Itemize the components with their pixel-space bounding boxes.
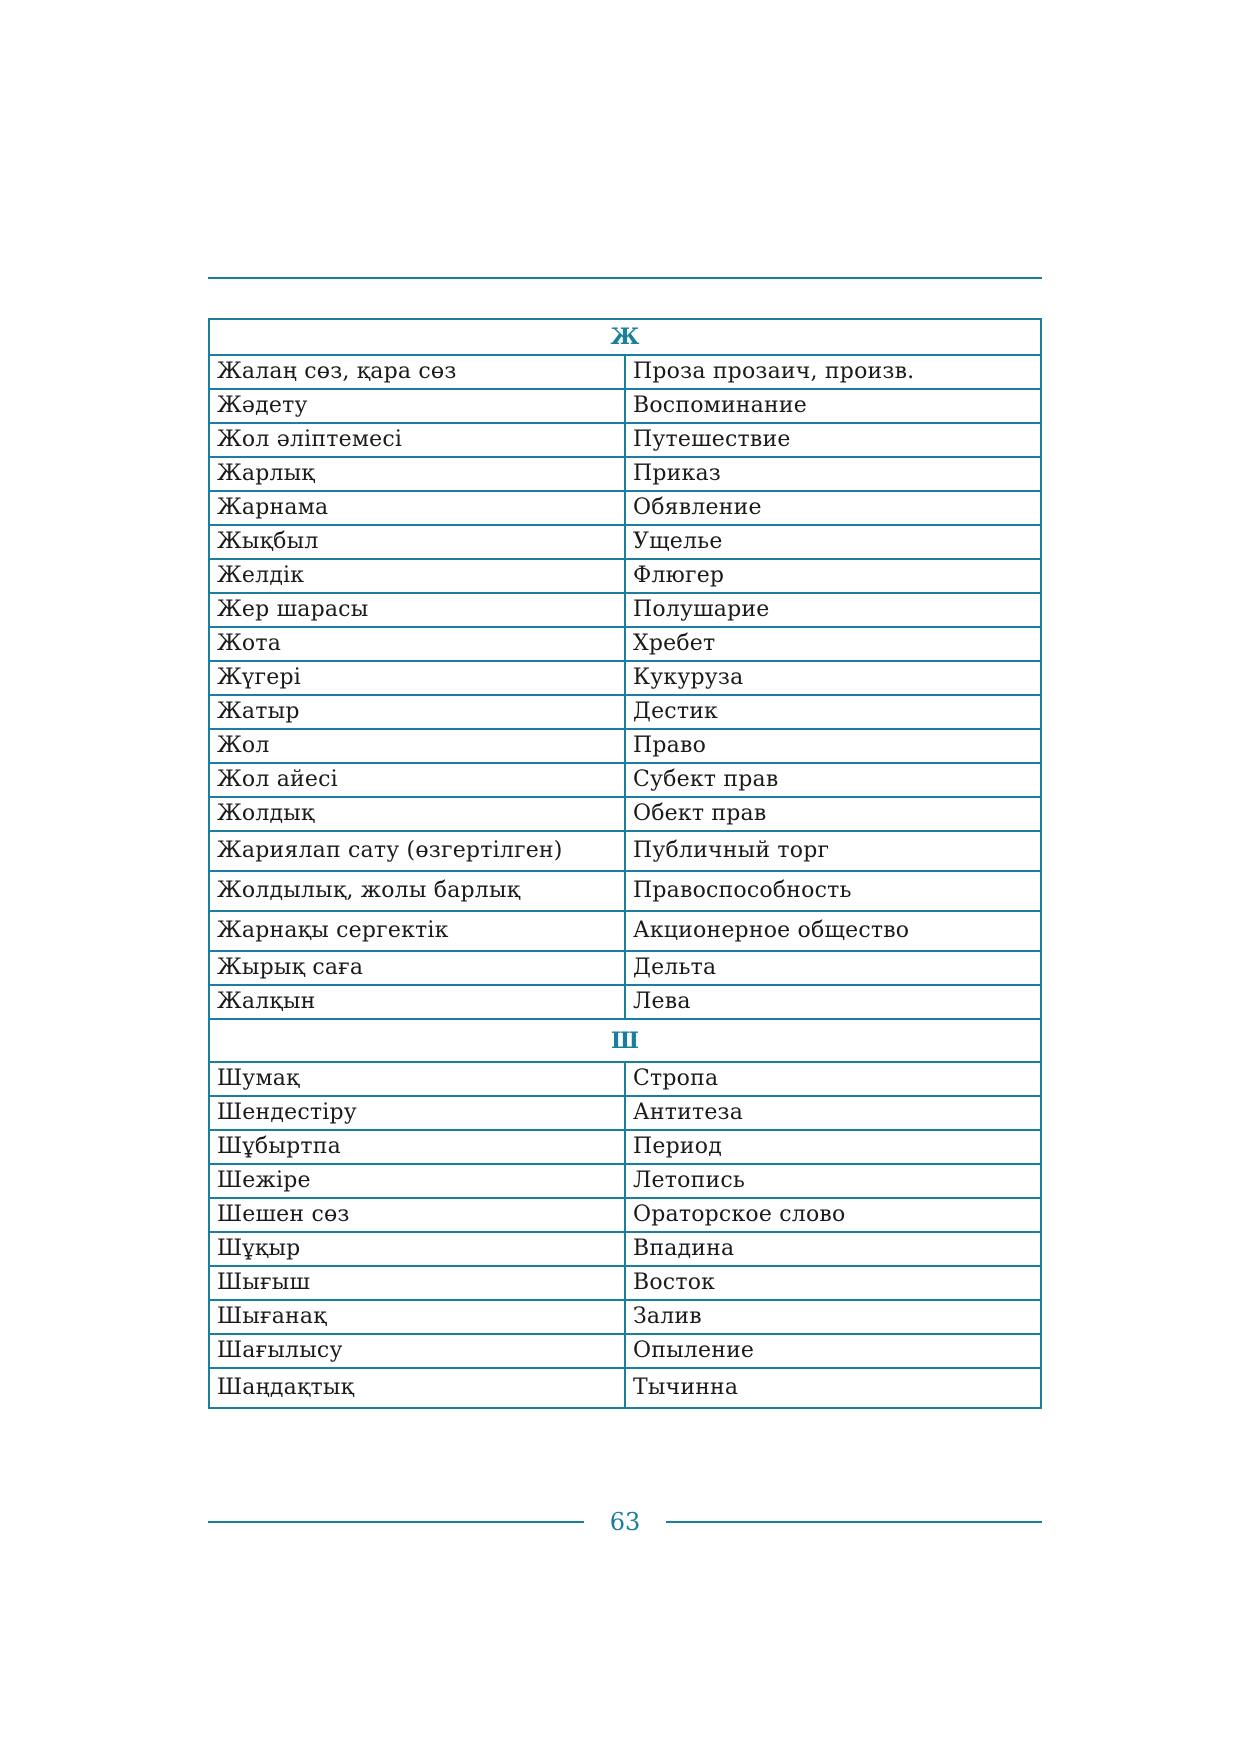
- term-kazakh: Жүгері: [209, 661, 625, 695]
- term-russian: Тычинна: [625, 1368, 1041, 1408]
- term-russian: Ораторское слово: [625, 1198, 1041, 1232]
- table-row: [209, 985, 1041, 1019]
- term-russian: Обект прав: [625, 797, 1041, 831]
- table-row: [209, 559, 1041, 593]
- term-russian: Проза прозаич, произв.: [625, 355, 1041, 389]
- term-russian: Путешествие: [625, 423, 1041, 457]
- term-kazakh: Шаңдақтық: [209, 1368, 625, 1408]
- table-row: [209, 389, 1041, 423]
- section-letter: Ш: [209, 1019, 1041, 1062]
- table-row: [209, 729, 1041, 763]
- table-row: [209, 1164, 1041, 1198]
- table-row: [209, 951, 1041, 985]
- term-russian: Опыление: [625, 1334, 1041, 1368]
- section-letter: Ж: [209, 319, 1041, 355]
- term-kazakh: Жатыр: [209, 695, 625, 729]
- term-russian: Стропа: [625, 1062, 1041, 1096]
- term-kazakh: Жалаң сөз, қара сөз: [209, 355, 625, 389]
- table-row: [209, 1368, 1041, 1408]
- term-russian: Период: [625, 1130, 1041, 1164]
- term-russian: Воспоминание: [625, 389, 1041, 423]
- term-russian: Летопись: [625, 1164, 1041, 1198]
- table-row: [209, 695, 1041, 729]
- term-russian: Дестик: [625, 695, 1041, 729]
- table-row: [209, 911, 1041, 951]
- term-kazakh: Жықбыл: [209, 525, 625, 559]
- term-kazakh: Жол әліптемесі: [209, 423, 625, 457]
- term-kazakh: Жер шарасы: [209, 593, 625, 627]
- table-row: [209, 1232, 1041, 1266]
- table-row: [209, 1096, 1041, 1130]
- term-russian: Залив: [625, 1300, 1041, 1334]
- table-row: [209, 1300, 1041, 1334]
- term-russian: Антитеза: [625, 1096, 1041, 1130]
- term-russian: Приказ: [625, 457, 1041, 491]
- table-row: [209, 1062, 1041, 1096]
- term-russian: Лева: [625, 985, 1041, 1019]
- table-row: [209, 593, 1041, 627]
- term-kazakh: Жырық сағa: [209, 951, 625, 985]
- term-kazakh: Шұбыртпа: [209, 1130, 625, 1164]
- term-russian: Обявление: [625, 491, 1041, 525]
- term-russian: Полушарие: [625, 593, 1041, 627]
- term-russian: Дельта: [625, 951, 1041, 985]
- term-kazakh: Шежіре: [209, 1164, 625, 1198]
- table-row: [209, 1130, 1041, 1164]
- term-kazakh: Жарнақы сергектік: [209, 911, 625, 951]
- term-kazakh: Жәдету: [209, 389, 625, 423]
- table-row: [209, 1334, 1041, 1368]
- term-kazakh: Жолдылық, жолы барлық: [209, 871, 625, 911]
- section-header-zh: [209, 319, 1041, 355]
- table-row: [209, 457, 1041, 491]
- term-russian: Субект прав: [625, 763, 1041, 797]
- table-row: [209, 1198, 1041, 1232]
- table-row: [209, 831, 1041, 871]
- term-russian: Флюгер: [625, 559, 1041, 593]
- term-kazakh: Жалқын: [209, 985, 625, 1019]
- term-kazakh: Жол айесі: [209, 763, 625, 797]
- term-kazakh: Шұқыр: [209, 1232, 625, 1266]
- table-row: [209, 491, 1041, 525]
- table-row: [209, 797, 1041, 831]
- term-russian: Публичный торг: [625, 831, 1041, 871]
- footer-rule-right: [666, 1521, 1042, 1523]
- section-header-sh: [209, 1019, 1041, 1062]
- term-kazakh: Жарлық: [209, 457, 625, 491]
- term-kazakh: Шендестіру: [209, 1096, 625, 1130]
- term-kazakh: Жолдық: [209, 797, 625, 831]
- term-kazakh: Шығыш: [209, 1266, 625, 1300]
- term-russian: Впадина: [625, 1232, 1041, 1266]
- table-row: [209, 763, 1041, 797]
- term-russian: Правоспособность: [625, 871, 1041, 911]
- footer-rule-left: [208, 1521, 584, 1523]
- term-kazakh: Жариялап сату (өзгертілген): [209, 831, 625, 871]
- table-row: [209, 423, 1041, 457]
- term-russian: Акционерное общество: [625, 911, 1041, 951]
- term-kazakh: Шумақ: [209, 1062, 625, 1096]
- term-russian: Ущелье: [625, 525, 1041, 559]
- term-kazakh: Желдік: [209, 559, 625, 593]
- term-russian: Восток: [625, 1266, 1041, 1300]
- term-russian: Кукуруза: [625, 661, 1041, 695]
- table-row: [209, 1266, 1041, 1300]
- glossary-table: [208, 318, 1042, 1409]
- header-rule: [208, 277, 1042, 279]
- term-kazakh: Шығанақ: [209, 1300, 625, 1334]
- table-row: [209, 871, 1041, 911]
- table-row: [209, 355, 1041, 389]
- table-row: [209, 627, 1041, 661]
- table-row: [209, 661, 1041, 695]
- term-kazakh: Шешен сөз: [209, 1198, 625, 1232]
- term-kazakh: Жота: [209, 627, 625, 661]
- term-kazakh: Шағылысу: [209, 1334, 625, 1368]
- term-kazakh: Жарнама: [209, 491, 625, 525]
- term-russian: Право: [625, 729, 1041, 763]
- term-kazakh: Жол: [209, 729, 625, 763]
- page-number: 63: [609, 1508, 641, 1536]
- table-row: [209, 525, 1041, 559]
- term-russian: Хребет: [625, 627, 1041, 661]
